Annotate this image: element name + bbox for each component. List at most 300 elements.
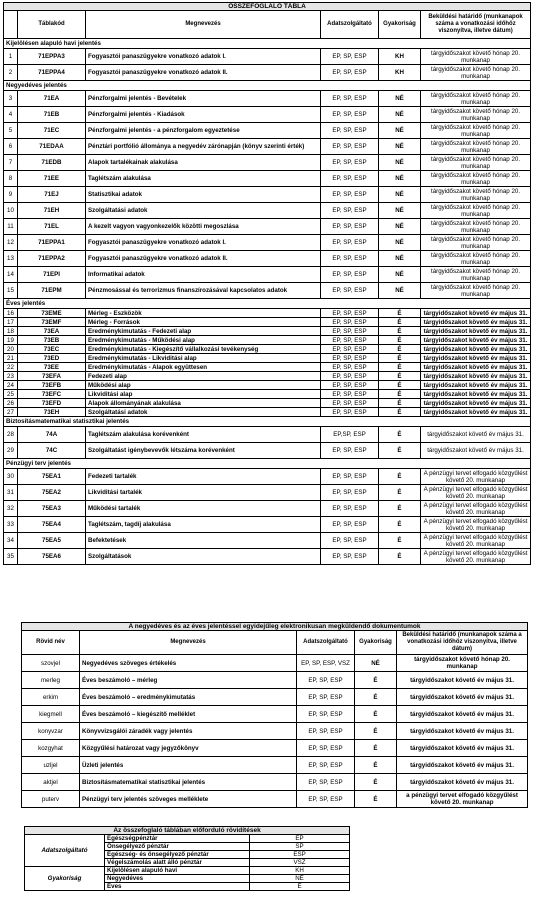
table-row — [22, 655, 528, 672]
table-code: 71EJ — [18, 187, 86, 203]
table-code: 73ED — [18, 354, 86, 363]
table-row — [22, 706, 528, 723]
deadline: tárgyidőszakot követő év május 31. — [421, 427, 531, 443]
table-row — [4, 283, 531, 299]
table-row — [4, 485, 531, 501]
frequency: É — [379, 327, 421, 336]
row-index: 4 — [4, 107, 18, 123]
section-label: Biztosításmatematikai statisztikai jelentés — [4, 417, 531, 427]
provider: EP, SP, ESP — [321, 171, 379, 187]
provider: EP, SP, ESP — [321, 354, 379, 363]
provider: EP, SP, ESP — [321, 501, 379, 517]
row-index: 31 — [4, 485, 18, 501]
table-name: Taglétszám alakulása korévenként — [86, 427, 321, 443]
table-row — [4, 501, 531, 517]
frequency: NÉ — [379, 219, 421, 235]
table-code: 71EC — [18, 123, 86, 139]
col-header-frequency: Gyakoriság — [355, 631, 397, 655]
provider: EP, SP, ESP — [297, 706, 355, 723]
abbreviation-code: ESP — [250, 851, 350, 859]
table-name: Eredménykimutatás - Kiegészítő vállalkozási tevékenység — [86, 345, 321, 354]
row-index: 3 — [4, 91, 18, 107]
col-header-code: Táblakód — [18, 11, 86, 39]
frequency: KH — [379, 49, 421, 65]
frequency: NÉ — [379, 91, 421, 107]
row-index: 11 — [4, 219, 18, 235]
table-name: Működési tartalék — [86, 501, 321, 517]
frequency: NÉ — [355, 655, 397, 672]
provider: EP, SP, ESP — [321, 91, 379, 107]
table-row — [4, 49, 531, 65]
short-name: szovjel — [22, 655, 80, 672]
table-row — [4, 327, 531, 336]
deadline: tárgyidőszakot követő év május 31. — [397, 672, 528, 689]
abbreviation-code: KH — [250, 867, 350, 875]
frequency: NÉ — [379, 235, 421, 251]
frequency: NÉ — [379, 171, 421, 187]
table-code: 75EA2 — [18, 485, 86, 501]
short-name: aktjel — [22, 774, 80, 791]
table-name: Fogyasztói panaszügyekre vonatkozó adatok II. — [86, 65, 321, 81]
table-name: Pénzforgalmi jelentés - Bevételek — [86, 91, 321, 107]
short-name: kozgyhat — [22, 740, 80, 757]
table-row — [4, 139, 531, 155]
deadline: tárgyidőszakot követő hónap 20. munkanap — [421, 49, 531, 65]
provider: EP, SP, ESP — [321, 49, 379, 65]
table-code: 73EFD — [18, 399, 86, 408]
abbreviation-code: EP — [250, 835, 350, 843]
row-index: 10 — [4, 203, 18, 219]
provider: EP, SP, ESP — [321, 533, 379, 549]
frequency: NÉ — [379, 107, 421, 123]
abbreviation-group-label: Gyakoriság — [25, 867, 105, 891]
frequency: É — [379, 533, 421, 549]
frequency: É — [379, 408, 421, 417]
deadline: tárgyidőszakot követő hónap 20. munkanap — [421, 235, 531, 251]
row-index: 29 — [4, 443, 18, 459]
document-name: Éves beszámoló – kiegészítő melléklet — [80, 706, 297, 723]
table-row — [4, 187, 531, 203]
deadline: A pénzügyi tervet elfogadó közgyűlést követő 20. munkanap — [421, 501, 531, 517]
provider: EP, SP, ESP — [321, 65, 379, 81]
frequency: É — [355, 740, 397, 757]
table-code: 73EFA — [18, 372, 86, 381]
frequency: É — [379, 381, 421, 390]
frequency: É — [379, 427, 421, 443]
deadline: tárgyidőszakot követő hónap 20. munkanap — [421, 91, 531, 107]
table-code: 71EE — [18, 171, 86, 187]
frequency: É — [379, 443, 421, 459]
deadline: tárgyidőszakot követő év május 31. — [421, 372, 531, 381]
deadline: A pénzügyi tervet elfogadó közgyűlést követő 20. munkanap — [421, 533, 531, 549]
row-index: 15 — [4, 283, 18, 299]
table-code: 73EFC — [18, 390, 86, 399]
table-code: 73EB — [18, 336, 86, 345]
abbreviations-table-title: Az összefoglaló táblában előforduló rövidítések — [25, 827, 350, 835]
table-code: 71EDAA — [18, 139, 86, 155]
row-index: 5 — [4, 123, 18, 139]
section-row — [4, 299, 531, 309]
table-code: 71EPM — [18, 283, 86, 299]
provider: EP, SP, ESP — [297, 723, 355, 740]
provider: EP, SP, ESP — [321, 372, 379, 381]
documents-table-body — [22, 655, 528, 808]
table-row — [4, 267, 531, 283]
document-name: Könyvvizsgálói záradék vagy jelentés — [80, 723, 297, 740]
table-code: 71EPPA1 — [18, 235, 86, 251]
col-header-provider: Adatszolgáltató — [321, 11, 379, 39]
deadline: tárgyidőszakot követő év május 31. — [421, 318, 531, 327]
table-row — [4, 469, 531, 485]
deadline: a pénzügyi tervet elfogadó közgyűlést követő 20. munkanap — [397, 791, 528, 808]
table-code: 75EA4 — [18, 517, 86, 533]
row-index: 25 — [4, 390, 18, 399]
row-index: 8 — [4, 171, 18, 187]
abbreviation-code: É — [250, 883, 350, 891]
abbreviation-code: SP — [250, 843, 350, 851]
table-code: 75EA6 — [18, 549, 86, 565]
row-index: 34 — [4, 533, 18, 549]
table-name: Eredménykimutatás - Alapok együttesen — [86, 363, 321, 372]
row-index: 12 — [4, 235, 18, 251]
deadline: tárgyidőszakot követő év május 31. — [397, 740, 528, 757]
deadline: tárgyidőszakot követő hónap 20. munkanap — [421, 283, 531, 299]
row-index: 19 — [4, 336, 18, 345]
table-code: 71EPPA2 — [18, 251, 86, 267]
table-code: 71EPPA4 — [18, 65, 86, 81]
documents-table — [21, 622, 528, 808]
abbreviation-row — [25, 867, 350, 875]
abbreviation-meaning: Egészség- és önsegélyező pénztár — [105, 851, 250, 859]
deadline: tárgyidőszakot követő hónap 20. munkanap — [421, 267, 531, 283]
table-name: A kezelt vagyon vagyonkezelők közötti megoszlása — [86, 219, 321, 235]
deadline: A pénzügyi tervet elfogadó közgyűlést követő 20. munkanap — [421, 549, 531, 565]
frequency: É — [379, 336, 421, 345]
table-name: Fedezeti tartalék — [86, 469, 321, 485]
summary-table-body — [4, 39, 531, 565]
table-row — [4, 309, 531, 318]
deadline: tárgyidőszakot követő hónap 20. munkanap — [421, 123, 531, 139]
documents-table-title: A negyedéves és az éves jelentéssel egyidejűleg elektronikusan megküldendő dokumentumok — [22, 623, 528, 631]
provider: EP, SP, ESP — [321, 443, 379, 459]
frequency: É — [379, 390, 421, 399]
document-name: Üzleti jelentés — [80, 757, 297, 774]
table-row — [4, 443, 531, 459]
col-header-index — [4, 11, 18, 39]
summary-table-title: ÖSSZEFOGLALÓ TÁBLA — [4, 3, 531, 11]
provider: EP, SP, ESP — [297, 774, 355, 791]
table-row — [4, 318, 531, 327]
deadline: tárgyidőszakot követő hónap 20. munkanap — [421, 171, 531, 187]
table-code: 71EB — [18, 107, 86, 123]
provider: EP, SP, ESP — [321, 283, 379, 299]
deadline: tárgyidőszakot követő év május 31. — [421, 443, 531, 459]
frequency: É — [355, 672, 397, 689]
provider: EP,SP, ESP — [321, 427, 379, 443]
col-header-deadline: Beküldési határidő (munkanapok száma a vonatkozási időhöz viszonyítva, illetve dátum) — [421, 11, 531, 39]
deadline: tárgyidőszakot követő év május 31. — [421, 309, 531, 318]
section-label: Negyedéves jelentés — [4, 81, 531, 91]
table-row — [4, 427, 531, 443]
table-row — [4, 390, 531, 399]
table-name: Fogyasztói panaszügyekre vonatkozó adatok I. — [86, 49, 321, 65]
table-name: Mérleg - Források — [86, 318, 321, 327]
abbreviation-meaning: Végelszámolás alatt álló pénztár — [105, 859, 250, 867]
provider: EP, SP, ESP — [321, 485, 379, 501]
abbreviation-code: VSZ — [250, 859, 350, 867]
table-row — [4, 203, 531, 219]
frequency: É — [379, 372, 421, 381]
provider: EP, SP, ESP — [321, 399, 379, 408]
deadline: tárgyidőszakot követő év május 31. — [397, 723, 528, 740]
table-name: Eredménykimutatás - Likviditási alap — [86, 354, 321, 363]
deadline: tárgyidőszakot követő hónap 20. munkanap — [421, 139, 531, 155]
provider: EP, SP, ESP — [321, 363, 379, 372]
document-name: Közgyűlési határozat vagy jegyzőkönyv — [80, 740, 297, 757]
table-row — [4, 399, 531, 408]
deadline: tárgyidőszakot követő év május 31. — [397, 774, 528, 791]
row-index: 23 — [4, 372, 18, 381]
table-row — [4, 381, 531, 390]
table-name: Szolgáltatást igénybevevők létszáma korévenként — [86, 443, 321, 459]
table-name: Informatikai adatok — [86, 267, 321, 283]
table-code: 73EA — [18, 327, 86, 336]
frequency: NÉ — [379, 267, 421, 283]
abbreviation-code: NÉ — [250, 875, 350, 883]
row-index: 1 — [4, 49, 18, 65]
deadline: tárgyidőszakot követő hónap 20. munkanap — [397, 655, 528, 672]
document-name: Pénzügyi terv jelentés szöveges melléklete — [80, 791, 297, 808]
deadline: tárgyidőszakot követő év május 31. — [397, 689, 528, 706]
table-name: Fogyasztói panaszügyekre vonatkozó adatok II. — [86, 251, 321, 267]
short-name: uzljel — [22, 757, 80, 774]
table-code: 71EDB — [18, 155, 86, 171]
provider: EP, SP, ESP — [321, 408, 379, 417]
deadline: tárgyidőszakot követő év május 31. — [397, 706, 528, 723]
row-index: 14 — [4, 267, 18, 283]
frequency: É — [379, 469, 421, 485]
provider: EP, SP, ESP — [321, 336, 379, 345]
frequency: É — [355, 706, 397, 723]
deadline: tárgyidőszakot követő hónap 20. munkanap — [421, 155, 531, 171]
table-name: Mérleg - Eszközök — [86, 309, 321, 318]
provider: EP, SP, ESP, VSZ — [297, 655, 355, 672]
table-name: Alapok állományának alakulása — [86, 399, 321, 408]
table-row — [4, 517, 531, 533]
table-code: 75EA5 — [18, 533, 86, 549]
frequency: NÉ — [379, 283, 421, 299]
summary-table — [3, 2, 531, 565]
short-name: konyvzar — [22, 723, 80, 740]
section-row — [4, 81, 531, 91]
deadline: tárgyidőszakot követő hónap 20. munkanap — [421, 187, 531, 203]
frequency: É — [379, 399, 421, 408]
row-index: 33 — [4, 517, 18, 533]
row-index: 16 — [4, 309, 18, 318]
col-header-deadline: Beküldési határidő (munkanapok száma a vonatkozási időhöz viszonyítva, illetve dátum) — [397, 631, 528, 655]
provider: EP, SP, ESP — [321, 327, 379, 336]
provider: EP, SP, ESP — [321, 309, 379, 318]
provider: EP, SP, ESP — [321, 123, 379, 139]
frequency: NÉ — [379, 251, 421, 267]
table-row — [4, 91, 531, 107]
row-index: 2 — [4, 65, 18, 81]
deadline: tárgyidőszakot követő hónap 20. munkanap — [421, 107, 531, 123]
table-code: 71EH — [18, 203, 86, 219]
provider: EP, SP, ESP — [321, 381, 379, 390]
table-row — [4, 107, 531, 123]
table-name: Fedezeti alap — [86, 372, 321, 381]
col-header-frequency: Gyakoriság — [379, 11, 421, 39]
table-name: Befektetések — [86, 533, 321, 549]
table-row — [22, 672, 528, 689]
deadline: tárgyidőszakot követő év május 31. — [421, 381, 531, 390]
deadline: tárgyidőszakot követő év május 31. — [421, 408, 531, 417]
section-label: Éves jelentés — [4, 299, 531, 309]
table-name: Statisztikai adatok — [86, 187, 321, 203]
row-index: 20 — [4, 345, 18, 354]
col-header-name: Megnevezés — [80, 631, 297, 655]
table-code: 73EME — [18, 309, 86, 318]
deadline: A pénzügyi tervet elfogadó közgyűlést követő 20. munkanap — [421, 485, 531, 501]
table-code: 73EE — [18, 363, 86, 372]
table-row — [22, 774, 528, 791]
section-label: Pénzügyi terv jelentés — [4, 459, 531, 469]
table-code: 71EL — [18, 219, 86, 235]
col-header-short-name: Rövid név — [22, 631, 80, 655]
table-name: Eredménykimutatás - Működési alap — [86, 336, 321, 345]
table-row — [4, 235, 531, 251]
col-header-provider: Adatszolgáltató — [297, 631, 355, 655]
deadline: tárgyidőszakot követő év május 31. — [397, 757, 528, 774]
table-code: 75EA3 — [18, 501, 86, 517]
abbreviation-meaning: Kijelölésen alapuló havi — [105, 867, 250, 875]
table-name: Fogyasztói panaszügyekre vonatkozó adatok I. — [86, 235, 321, 251]
short-name: merleg — [22, 672, 80, 689]
table-name: Taglétszám, tagdíj alakulása — [86, 517, 321, 533]
row-index: 9 — [4, 187, 18, 203]
row-index: 13 — [4, 251, 18, 267]
row-index: 22 — [4, 363, 18, 372]
row-index: 24 — [4, 381, 18, 390]
table-row — [4, 549, 531, 565]
frequency: KH — [379, 65, 421, 81]
table-row — [4, 123, 531, 139]
deadline: tárgyidőszakot követő év május 31. — [421, 345, 531, 354]
section-row — [4, 39, 531, 49]
table-row — [4, 155, 531, 171]
table-code: 71EPPA3 — [18, 49, 86, 65]
table-name: Pénzforgalmi jelentés - Kiadások — [86, 107, 321, 123]
provider: EP, SP, ESP — [321, 318, 379, 327]
provider: EP, SP, ESP — [321, 203, 379, 219]
abbreviations-table — [24, 826, 350, 891]
provider: EP, SP, ESP — [321, 390, 379, 399]
frequency: NÉ — [379, 203, 421, 219]
frequency: NÉ — [379, 139, 421, 155]
frequency: É — [379, 517, 421, 533]
table-row — [22, 723, 528, 740]
deadline: tárgyidőszakot követő hónap 20. munkanap — [421, 219, 531, 235]
provider: EP, SP, ESP — [321, 219, 379, 235]
abbreviation-meaning: Önsegélyező pénztár — [105, 843, 250, 851]
row-index: 17 — [4, 318, 18, 327]
abbreviation-row — [25, 835, 350, 843]
row-index: 26 — [4, 399, 18, 408]
provider: EP, SP, ESP — [321, 139, 379, 155]
short-name: erkim — [22, 689, 80, 706]
provider: EP, SP, ESP — [321, 235, 379, 251]
frequency: É — [379, 345, 421, 354]
abbreviation-meaning: Éves — [105, 883, 250, 891]
row-index: 6 — [4, 139, 18, 155]
deadline: A pénzügyi tervet elfogadó közgyűlést követő 20. munkanap — [421, 517, 531, 533]
section-label: Kijelölésen alapuló havi jelentés — [4, 39, 531, 49]
frequency: NÉ — [379, 123, 421, 139]
table-row — [4, 372, 531, 381]
provider: EP, SP, ESP — [321, 251, 379, 267]
deadline: tárgyidőszakot követő év május 31. — [421, 336, 531, 345]
provider: EP, SP, ESP — [321, 345, 379, 354]
short-name: puterv — [22, 791, 80, 808]
provider: EP, SP, ESP — [321, 267, 379, 283]
provider: EP, SP, ESP — [321, 155, 379, 171]
table-name: Alapok tartalékainak alakulása — [86, 155, 321, 171]
table-name: Pénztári portfólió állománya a negyedév zárónapján (könyv szerinti érték) — [86, 139, 321, 155]
col-header-name: Megnevezés — [86, 11, 321, 39]
table-name: Likviditási tartalék — [86, 485, 321, 501]
document-name: Biztosításmatematikai statisztikai jelentés — [80, 774, 297, 791]
deadline: tárgyidőszakot követő év május 31. — [421, 354, 531, 363]
provider: EP, SP, ESP — [297, 740, 355, 757]
frequency: É — [379, 485, 421, 501]
table-row — [4, 533, 531, 549]
table-row — [4, 65, 531, 81]
table-row — [4, 408, 531, 417]
frequency: NÉ — [379, 187, 421, 203]
table-row — [4, 251, 531, 267]
provider: EP, SP, ESP — [297, 791, 355, 808]
row-index: 28 — [4, 427, 18, 443]
document-name: Éves beszámoló – eredménykimutatás — [80, 689, 297, 706]
document-name: Éves beszámoló – mérleg — [80, 672, 297, 689]
frequency: É — [355, 774, 397, 791]
table-row — [4, 354, 531, 363]
table-row — [22, 791, 528, 808]
table-code: 73EH — [18, 408, 86, 417]
table-name: Likviditási alap — [86, 390, 321, 399]
frequency: É — [379, 363, 421, 372]
table-row — [22, 740, 528, 757]
short-name: kiegmell — [22, 706, 80, 723]
row-index: 32 — [4, 501, 18, 517]
row-index: 7 — [4, 155, 18, 171]
provider: EP, SP, ESP — [321, 107, 379, 123]
deadline: tárgyidőszakot követő hónap 20. munkanap — [421, 65, 531, 81]
provider: EP, SP, ESP — [321, 469, 379, 485]
deadline: tárgyidőszakot követő év május 31. — [421, 327, 531, 336]
provider: EP, SP, ESP — [297, 672, 355, 689]
table-row — [4, 171, 531, 187]
row-index: 18 — [4, 327, 18, 336]
provider: EP, SP, ESP — [321, 187, 379, 203]
table-code: 75EA1 — [18, 469, 86, 485]
abbreviations-table-body — [25, 835, 350, 891]
abbreviation-group-label: Adatszolgáltató — [25, 835, 105, 867]
abbreviation-meaning: Egészségpénztár — [105, 835, 250, 843]
frequency: É — [379, 309, 421, 318]
deadline: tárgyidőszakot követő hónap 20. munkanap — [421, 203, 531, 219]
